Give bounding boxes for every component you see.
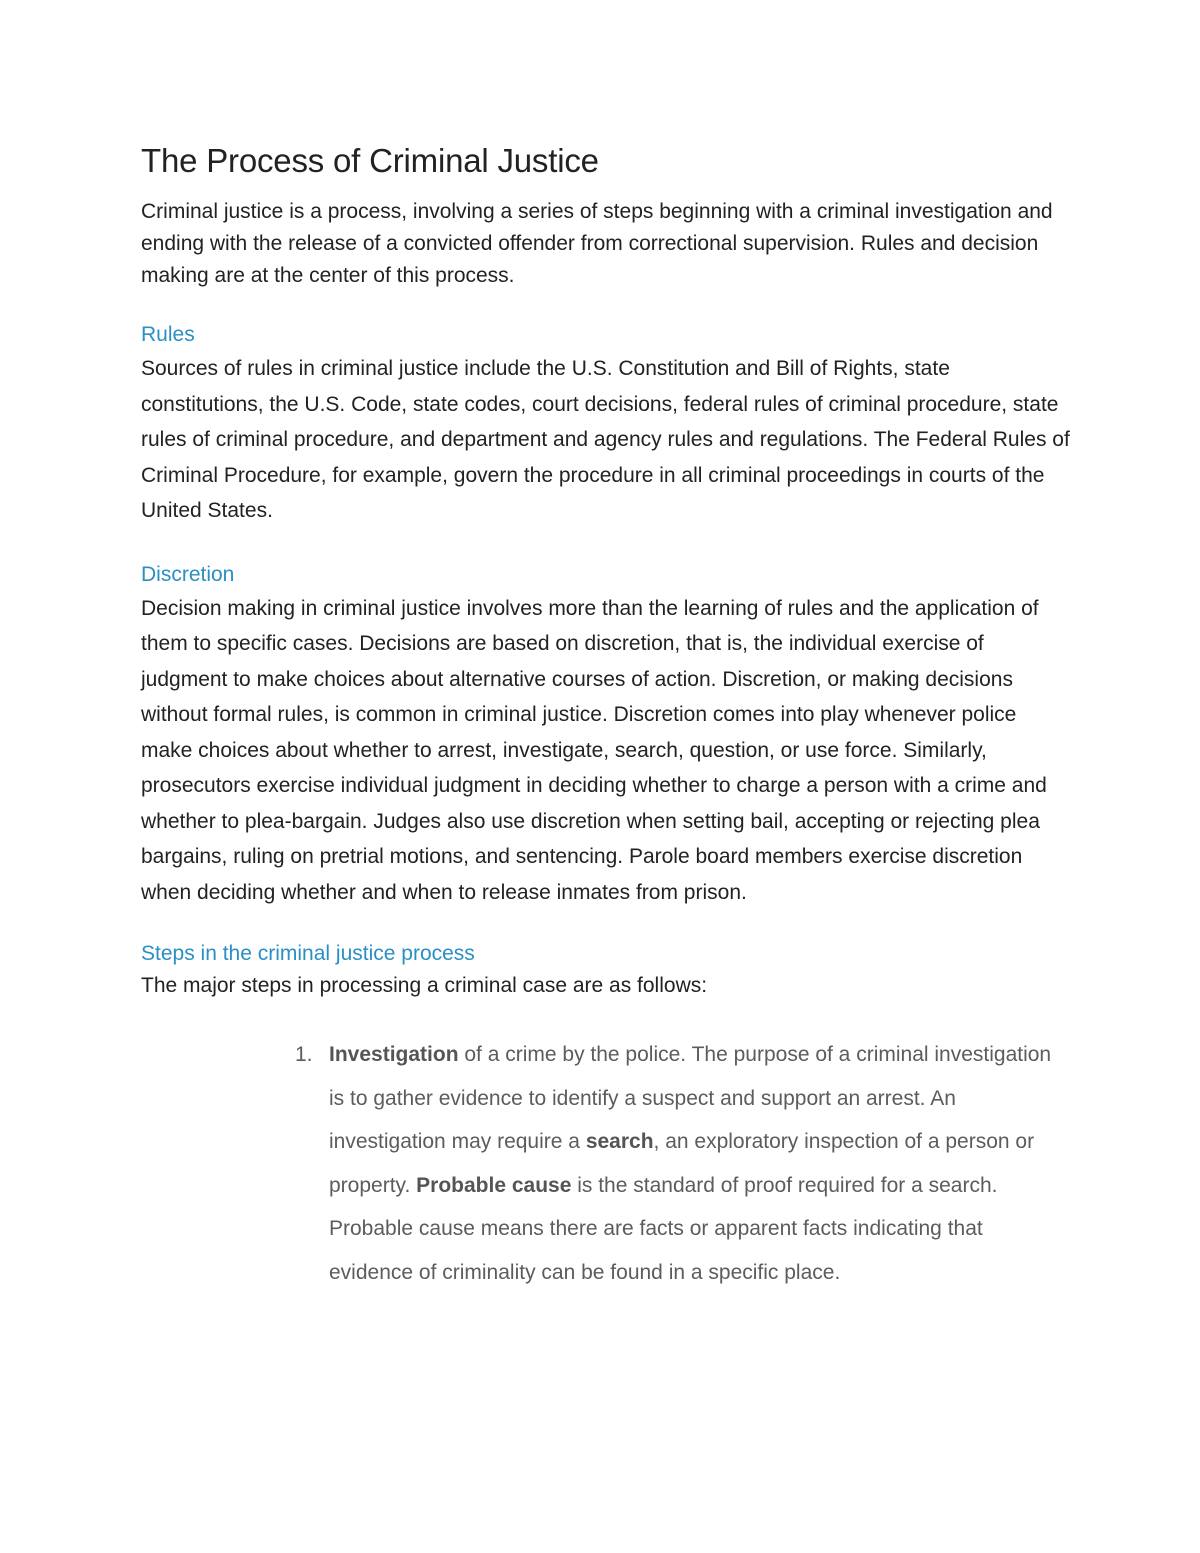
discretion-heading: Discretion <box>141 562 235 586</box>
rules-heading: Rules <box>141 323 195 346</box>
step-number: 1. <box>295 1043 313 1066</box>
page-title: The Process of Criminal Justice <box>141 142 599 179</box>
rules-section <box>141 319 1071 529</box>
step-text: of a crime by the police. The purpose of a criminal investigation is to gather evidence to identify a suspect and support an arrest. An investigation may require a <box>329 1043 1052 1153</box>
steps-intro: The major steps in processing a criminal case are as follows: <box>141 974 708 997</box>
list-item <box>293 1033 1071 1294</box>
intro-paragraph: Criminal justice is a process, involving a series of steps beginning with a criminal investigation and ending with the release of a convicted offender from correctional supervision. Rules and decision making are at the center of this process. <box>141 200 1053 287</box>
document-page <box>141 140 1071 1294</box>
steps-heading: Steps in the criminal justice process <box>141 942 475 965</box>
steps-section <box>141 938 1071 1294</box>
step-term-probable-cause: Probable cause <box>416 1173 572 1197</box>
step-term-investigation: Investigation <box>329 1043 459 1066</box>
steps-list <box>141 1033 1071 1294</box>
step-text: is the standard of proof required for a search. Probable cause means there are facts or apparent facts indicating that evidence of criminality can be found in a specific place. <box>329 1173 998 1284</box>
discretion-paragraph: Decision making in criminal justice involves more than the learning of rules and the application of them to specific cases. Decisions are based on discretion, that is, the individual exercise of judgment to make choices about alternative courses of action. Discretion, or making decisions without formal rules, is common in criminal justice. Discretion comes into play whenever police make choices about whether to arrest, investigate, search, question, or use force. Similarly, prosecutors exercise individual judgment in deciding whether to charge a person with a crime and whether to plea-bargain. Judges also use discretion when setting bail, accepting or rejecting plea bargains, ruling on pretrial motions, and sentencing. Parole board members exercise discretion when deciding whether and when to release inmates from prison. <box>141 596 1047 904</box>
discretion-section <box>141 559 1071 911</box>
rules-paragraph: Sources of rules in criminal justice include the U.S. Constitution and Bill of Rights, state constitutions, the U.S. Code, state codes, court decisions, federal rules of criminal procedure, state rules of criminal procedure, and department and agency rules and regulations. The Federal Rules of Criminal Procedure, for example, govern the procedure in all criminal proceedings in courts of the United States. <box>141 357 1070 522</box>
step-term-search: search <box>585 1130 654 1153</box>
step-text: , an exploratory inspection of a person or property. <box>329 1130 1035 1197</box>
